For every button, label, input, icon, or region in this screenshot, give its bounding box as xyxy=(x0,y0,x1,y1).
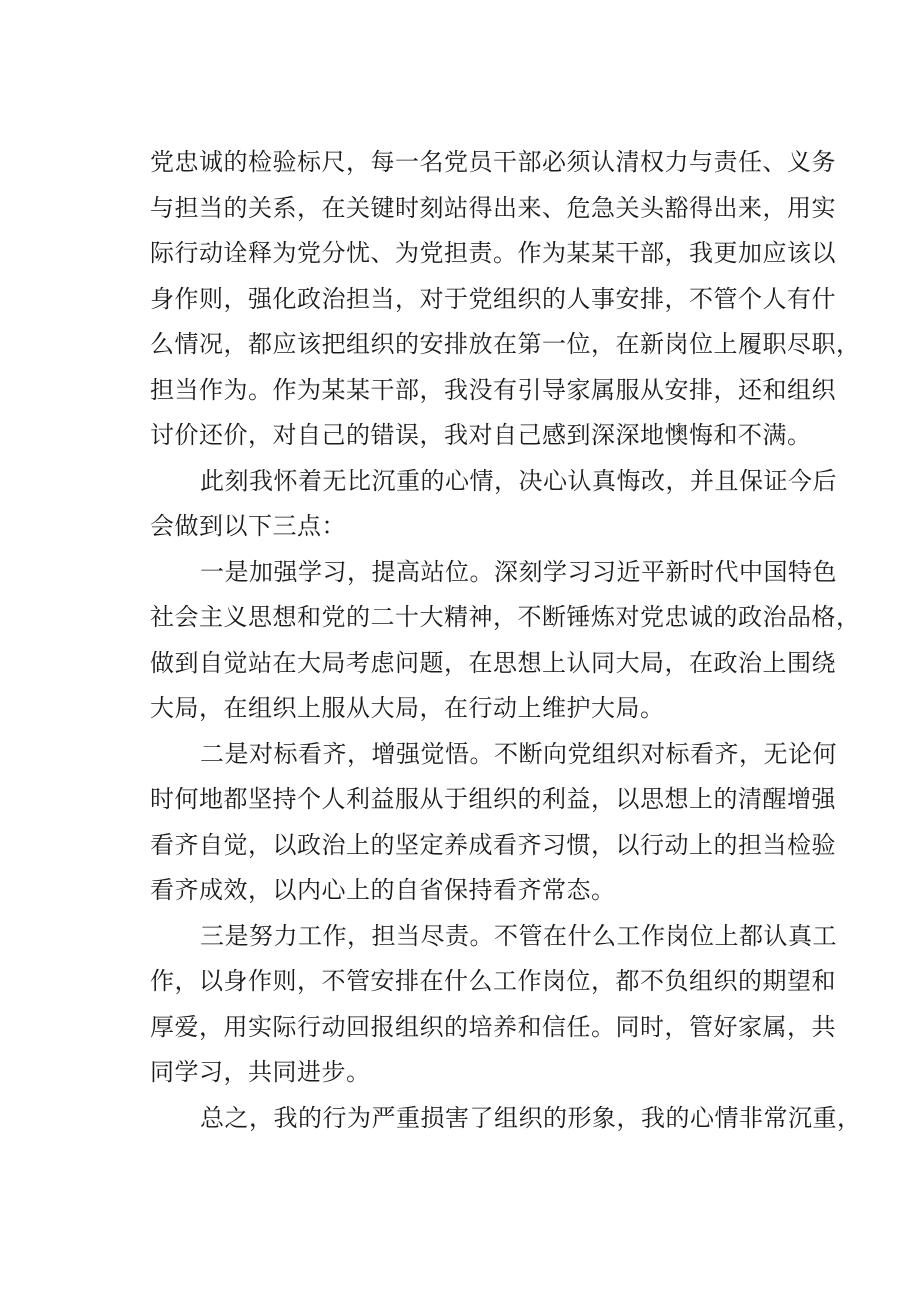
text-line: 此刻我怀着无比沉重的心情，决心认真悔改，并且保证今后 xyxy=(200,466,837,495)
text-line: 做到自觉站在大局考虑问题，在思想上认同大局，在政治上围绕 xyxy=(150,648,836,677)
text-line: 身作则，强化政治担当，对于党组织的人事安排，不管个人有什 xyxy=(150,284,836,313)
text-line: 看齐自觉，以政治上的坚定养成看齐习惯，以行动上的担当检验 xyxy=(150,830,836,859)
text-line: 同学习，共同进步。 xyxy=(150,1058,371,1086)
text-line: 大局，在组织上服从大局，在行动上维护大局。 xyxy=(150,694,665,722)
paragraph-2 xyxy=(150,459,837,550)
paragraph-1 xyxy=(150,140,861,459)
text-line: 际行动诠释为党分忧、为党担责。作为某某干部，我更加应该以 xyxy=(150,239,836,267)
text-line: 时何地都坚持个人利益服从于组织的利益，以思想上的清醒增强 xyxy=(150,785,836,813)
text-line: 会做到以下三点： xyxy=(150,512,346,540)
text-line: 党忠诚的检验标尺，每一名党员干部必须认清权力与责任、义务 xyxy=(150,148,836,176)
body-text xyxy=(150,140,862,1141)
text-line: 厚爱，用实际行动回报组织的培养和信任。同时，管好家属，共 xyxy=(150,1012,836,1041)
text-line: 与担当的关系，在关键时刻站得出来、危急关头豁得出来，用实 xyxy=(150,193,836,222)
text-line: 担当作为。作为某某干部，我没有引导家属服从安排，还和组织 xyxy=(150,375,836,404)
text-line: 总之，我的行为严重损害了组织的形象，我的心情非常沉重， xyxy=(200,1103,862,1132)
text-line: 作，以身作则，不管安排在什么工作岗位，都不负组织的期望和 xyxy=(150,967,836,995)
text-line: 看齐成效，以内心上的自省保持看齐常态。 xyxy=(150,876,616,904)
text-line: 么情况，都应该把组织的安排放在第一位，在新岗位上履职尽职， xyxy=(150,330,861,358)
text-line: 三是努力工作，担当尽责。不管在什么工作岗位上都认真工 xyxy=(200,921,837,950)
paragraph-5 xyxy=(150,914,837,1096)
text-line: 社会主义思想和党的二十大精神，不断锤炼对党忠诚的政治品格， xyxy=(150,603,861,631)
paragraph-4 xyxy=(150,732,837,914)
text-line: 一是加强学习，提高站位。深刻学习习近平新时代中国特色 xyxy=(200,557,837,586)
text-line: 讨价还价，对自己的错误，我对自己感到深深地懊悔和不满。 xyxy=(150,421,812,449)
paragraph-3 xyxy=(150,550,861,732)
paragraph-6 xyxy=(150,1096,862,1142)
text-line: 二是对标看齐，增强觉悟。不断向党组织对标看齐，无论何 xyxy=(200,739,837,768)
